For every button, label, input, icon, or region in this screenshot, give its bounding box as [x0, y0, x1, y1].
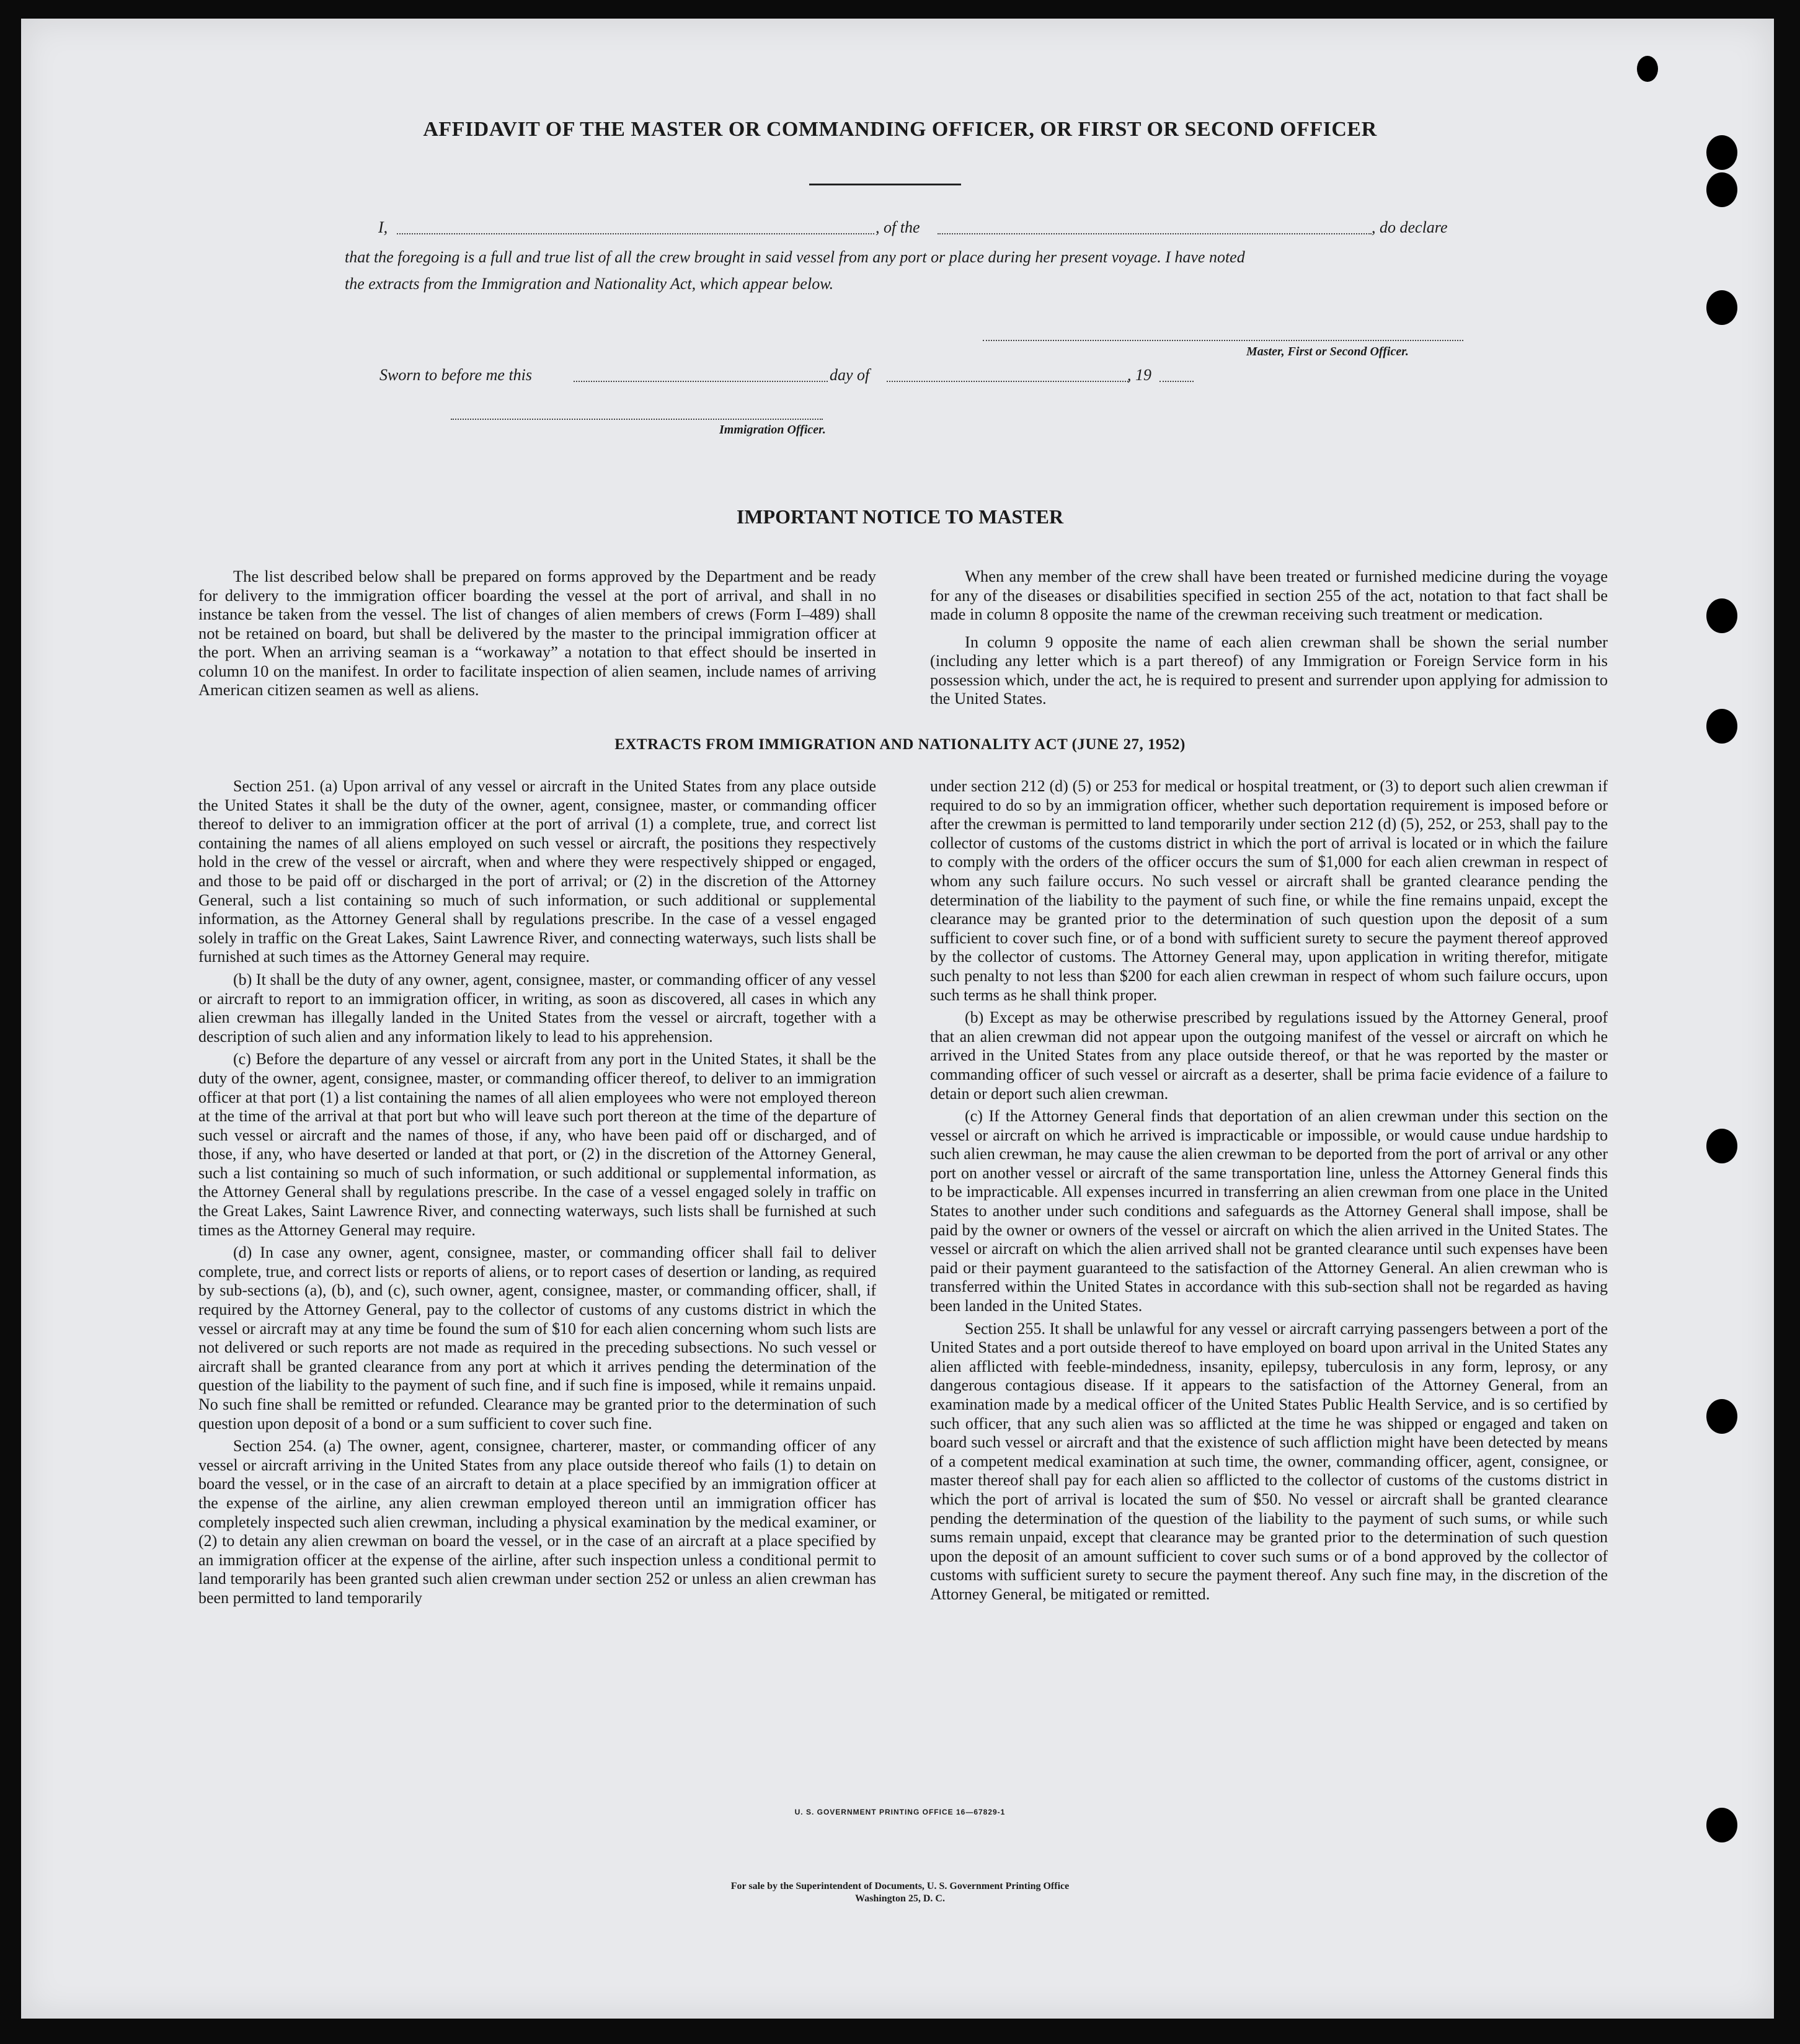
notice-right-column — [930, 567, 1608, 717]
master-caption: Master, First or Second Officer. — [1246, 345, 1409, 358]
punch-hole — [1706, 290, 1737, 325]
punch-hole — [1706, 598, 1737, 633]
notice-left-paragraph: The list described below shall be prepared on forms approved by the Department and be ready for delivery to the immigration officer boarding the vessel at the port of arrival, and shall in no instance be taken from the vessel. The list of changes of alien members of crews (Form I–489) shall not be retained on board, but shall be delivered by the master to the principal immigration officer at the port. When an arriving seaman is a “workaway” a notation to that effect should be inserted in column 10 on the manifest. In order to facilitate inspection of alien seamen, include names of arriving American citizen seamen as well as aliens. — [198, 567, 876, 699]
notice-right-paragraph-2: In column 9 opposite the name of each alien crewman shall be shown the serial number (including any letter which is a part thereof) of any Immigration or Foreign Service form in his possession which, under the act, he is required to present and surrender upon applying for admission to the United States. — [930, 632, 1608, 708]
officer-caption: Immigration Officer. — [719, 423, 826, 437]
punch-hole — [1706, 1399, 1737, 1434]
extracts-left-column — [198, 777, 876, 1612]
extracts-title: EXTRACTS FROM IMMIGRATION AND NATIONALITY ACT (JUNE 27, 1952) — [614, 736, 1186, 753]
section-254-b: (b) Except as may be otherwise prescribed by regulations issued by the Attorney General, proof that an alien crewman did not appear upon the outgoing manifest of the vessel or aircraft on which he arrived in the United States from any place outside thereof, or that he was reported by the master or commanding officer of such vessel or aircraft as a deserter, shall be prima facie evidence of a failure to detain or deport such alien crewman. — [930, 1008, 1608, 1103]
sale-line-1: For sale by the Superintendent of Documents, U. S. Government Printing Office — [730, 1881, 1070, 1891]
officer-signature-line[interactable] — [451, 419, 823, 420]
gpo-imprint: U. S. GOVERNMENT PRINTING OFFICE 16—67829-1 — [794, 1808, 1006, 1816]
affidavit-declare: , do declare — [1372, 218, 1448, 236]
notice-left-column — [198, 567, 876, 708]
vessel-blank[interactable] — [938, 233, 1372, 234]
punch-hole — [1706, 1129, 1737, 1163]
sworn-label: Sworn to before me this — [379, 366, 533, 384]
punch-hole — [1637, 56, 1658, 82]
extracts-right-column — [930, 777, 1608, 1608]
day-of-label: day of — [830, 366, 870, 384]
sale-line-2: Washington 25, D. C. — [855, 1893, 945, 1904]
affidavit-of-the: , of the — [876, 218, 920, 236]
punch-hole — [1706, 172, 1737, 207]
sale-notice — [0, 1880, 1800, 1905]
notice-title: IMPORTANT NOTICE TO MASTER — [736, 505, 1064, 528]
section-251-a: Section 251. (a) Upon arrival of any vessel or aircraft in the United States from any place outside the United States it shall be the duty of the owner, agent, consignee, master, or commanding officer thereof to deliver to an immigration officer at the port of arrival (1) a complete, true, and correct list containing the names of all aliens employed on such vessel or aircraft, the positions they respectively hold in the crew of the vessel or aircraft, when and where they were respectively shipped or engaged, and those to be paid off or discharged in the port of arrival; or (2) in the discretion of the Attorney General, such a list containing so much of such information, or such additional or supplemental information, as the Attorney General shall by regulations prescribe. In the case of a vessel engaged solely in traffic on the Great Lakes, Saint Lawrence River, and connecting waterways, such lists shall be furnished at such times as the Attorney General may require. — [198, 777, 876, 966]
section-251-c: (c) Before the departure of any vessel or aircraft from any port in the United States, it shall be the duty of the owner, agent, consignee, master, or commanding officer thereof, to deliver to an immigration officer at that port (1) a list containing the names of all alien employees who were not employed thereon at the time of the arrival at that port but who will leave such port thereon at the time of the departure of such vessel or aircraft and the names of those, if any, who have been paid off or discharged, and of those, if any, who have deserted or landed at that port, or (2) in the discretion of the Attorney General, such a list containing so much of such information, or such additional or supplemental information, as the Attorney General shall by regulations prescribe. In the case of a vessel engaged solely in traffic on the Great Lakes, Saint Lawrence River, and connecting waterways, such lists shall be furnished at such times as the Attorney General may require. — [198, 1050, 876, 1239]
section-254-c: (c) If the Attorney General finds that deportation of an alien crewman under this section on the vessel or aircraft on which he arrived is impracticable or impossible, or would cause undue hardship to such alien crewman, he may cause the alien crewman to be deported from the port of arrival or any other port on another vessel or aircraft of the same transportation line, unless the Attorney General finds this to be impracticable. All expenses incurred in transferring an alien crewman from one place in the United States to another under such conditions and safeguards as the Attorney General shall impose, shall be paid by the owner or owners of the vessel or aircraft on which the alien arrived in the United States. The vessel or aircraft on which the alien arrived shall not be granted clearance until such expenses have been paid or their payment guaranteed to the satisfaction of the Attorney General. An alien crewman who is transferred within the United States in accordance with this sub-section shall not be regarded as having been landed in the United States. — [930, 1107, 1608, 1315]
month-blank[interactable] — [887, 381, 1128, 382]
year-label: , 19 — [1127, 366, 1151, 384]
section-255: Section 255. It shall be unlawful for any vessel or aircraft carrying passengers between a port of the United States and a port outside thereof to have employed on board upon arrival in the United States any alien afflicted with feeble-mindedness, insanity, epilepsy, tuberculosis in any form, leprosy, or any dangerous contagious disease. If it appears to the satisfaction of the Attorney General, from an examination made by a medical officer of the United States Public Health Service, and is so certified by such officer, that any such alien was so afflicted at the time he was shipped or engaged and taken on board such vessel or aircraft and that the existence of such affliction might have been detected by means of a competent medical examination at such time, the owner, commanding officer, agent, consignee, or master thereof shall pay for each alien so afflicted to the collector of customs of the customs district in which the port of arrival is located the sum of $50. No vessel or aircraft shall be granted clearance pending the determination of the question of the liability to the payment of such sums, or while such sums remain unpaid, except that clearance may be granted prior to the determination of such question upon the deposit of an amount sufficient to cover such sums or of a bond approved by the collector of customs with sufficient surety to secure the payment thereof. Any such fine may, in the discretion of the Attorney General, be mitigated or remitted. — [930, 1319, 1608, 1603]
section-254-a-continued: under section 212 (d) (5) or 253 for medical or hospital treatment, or (3) to deport such alien crewman if required to do so by an immigration officer, whether such deportation requirement is imposed before or after the crewman is permitted to land temporarily under section 212 (d) (5), 252, or 253, shall pay to the collector of customs of the customs district in which the port of arrival is located or in which the failure to comply with the orders of the officer occurs the sum of $1,000 for each alien crewman in respect of whom any such failure occurs. No such vessel or aircraft shall be granted clearance pending the determination of the liability to the payment of such fine, or while the fine remains unpaid, except the clearance may be granted prior to the determination of such question upon the deposit of a sum sufficient to cover such fine, or of a bond with sufficient surety to secure the payment thereof approved by the collector of customs. The Attorney General may, upon application in writing therefor, mitigate such penalty to not less than $200 for each alien crewman in respect of whom such failure occurs, upon such terms as he shall think proper. — [930, 777, 1608, 1004]
affidavit-statement-1: that the foregoing is a full and true list of all the crew brought in said vessel from any port or place during her present voyage. I have noted — [345, 248, 1245, 266]
section-251-b: (b) It shall be the duty of any owner, agent, consignee, master, or commanding officer of any vessel or aircraft to report to an immigration officer, in writing, as soon as discovered, all cases in which any alien crewman has illegally landed in the United States from the vessel or aircraft, together with a description of such alien and any information likely to lead to his apprehension. — [198, 970, 876, 1046]
section-254-a: Section 254. (a) The owner, agent, consignee, charterer, master, or commanding officer of any vessel or aircraft arriving in the United States from any place outside thereof who fails (1) to detain on board the vessel, or in the case of an aircraft to detain at a place specified by an immigration officer at the expense of the airline, any alien crewman employed thereon until an immigration officer has completely inspected such alien crewman, including a physical examination by the medical examiner, or (2) to detain any alien crewman on board the vessel, or in the case of an aircraft at a place specified by an immigration officer at the expense of the airline, after such inspection unless a conditional permit to land temporarily has been granted such alien crewman under section 252 or unless an alien crewman has been permitted to land temporarily — [198, 1437, 876, 1607]
notice-right-paragraph-1: When any member of the crew shall have been treated or furnished medicine during the voyage for any of the diseases or disabilities specified in section 255 of the act, notation to that fact shall be made in column 8 opposite the name of the crewman receiving such treatment or medication. — [930, 567, 1608, 623]
affidavit-statement-2: the extracts from the Immigration and Nationality Act, which appear below. — [345, 275, 834, 293]
affidavit-title: AFFIDAVIT OF THE MASTER OR COMMANDING OFFICER, OR FIRST OR SECOND OFFICER — [423, 118, 1377, 141]
section-251-d: (d) In case any owner, agent, consignee, master, or commanding officer shall fail to deliver complete, true, and correct lists or reports of aliens, or to report cases of desertion or landing, as required by sub-sections (a), (b), and (c), such owner, agent, consignee, master, or commanding officer, shall, if required by the Attorney General, pay to the collector of customs of any customs district in which the vessel or aircraft may at any time be found the sum of $10 for each alien concerning whom such lists are not delivered or such reports are not made as required in the preceding subsections. No such vessel or aircraft shall be granted clearance from any port at which it arrives pending the determination of the question of the liability to the payment of such fine, and if such fine is imposed, while it remains unpaid. No such fine shall be remitted or refunded. Clearance may be granted prior to the determination of such question upon deposit of a bond or a sum sufficient to cover such fine. — [198, 1243, 876, 1433]
affidavit-i: I, — [378, 218, 388, 236]
name-blank[interactable] — [397, 233, 874, 234]
sworn-day-blank[interactable] — [574, 381, 828, 382]
master-signature-line[interactable] — [983, 340, 1463, 341]
year-blank[interactable] — [1159, 381, 1194, 382]
title-rule — [809, 184, 961, 185]
